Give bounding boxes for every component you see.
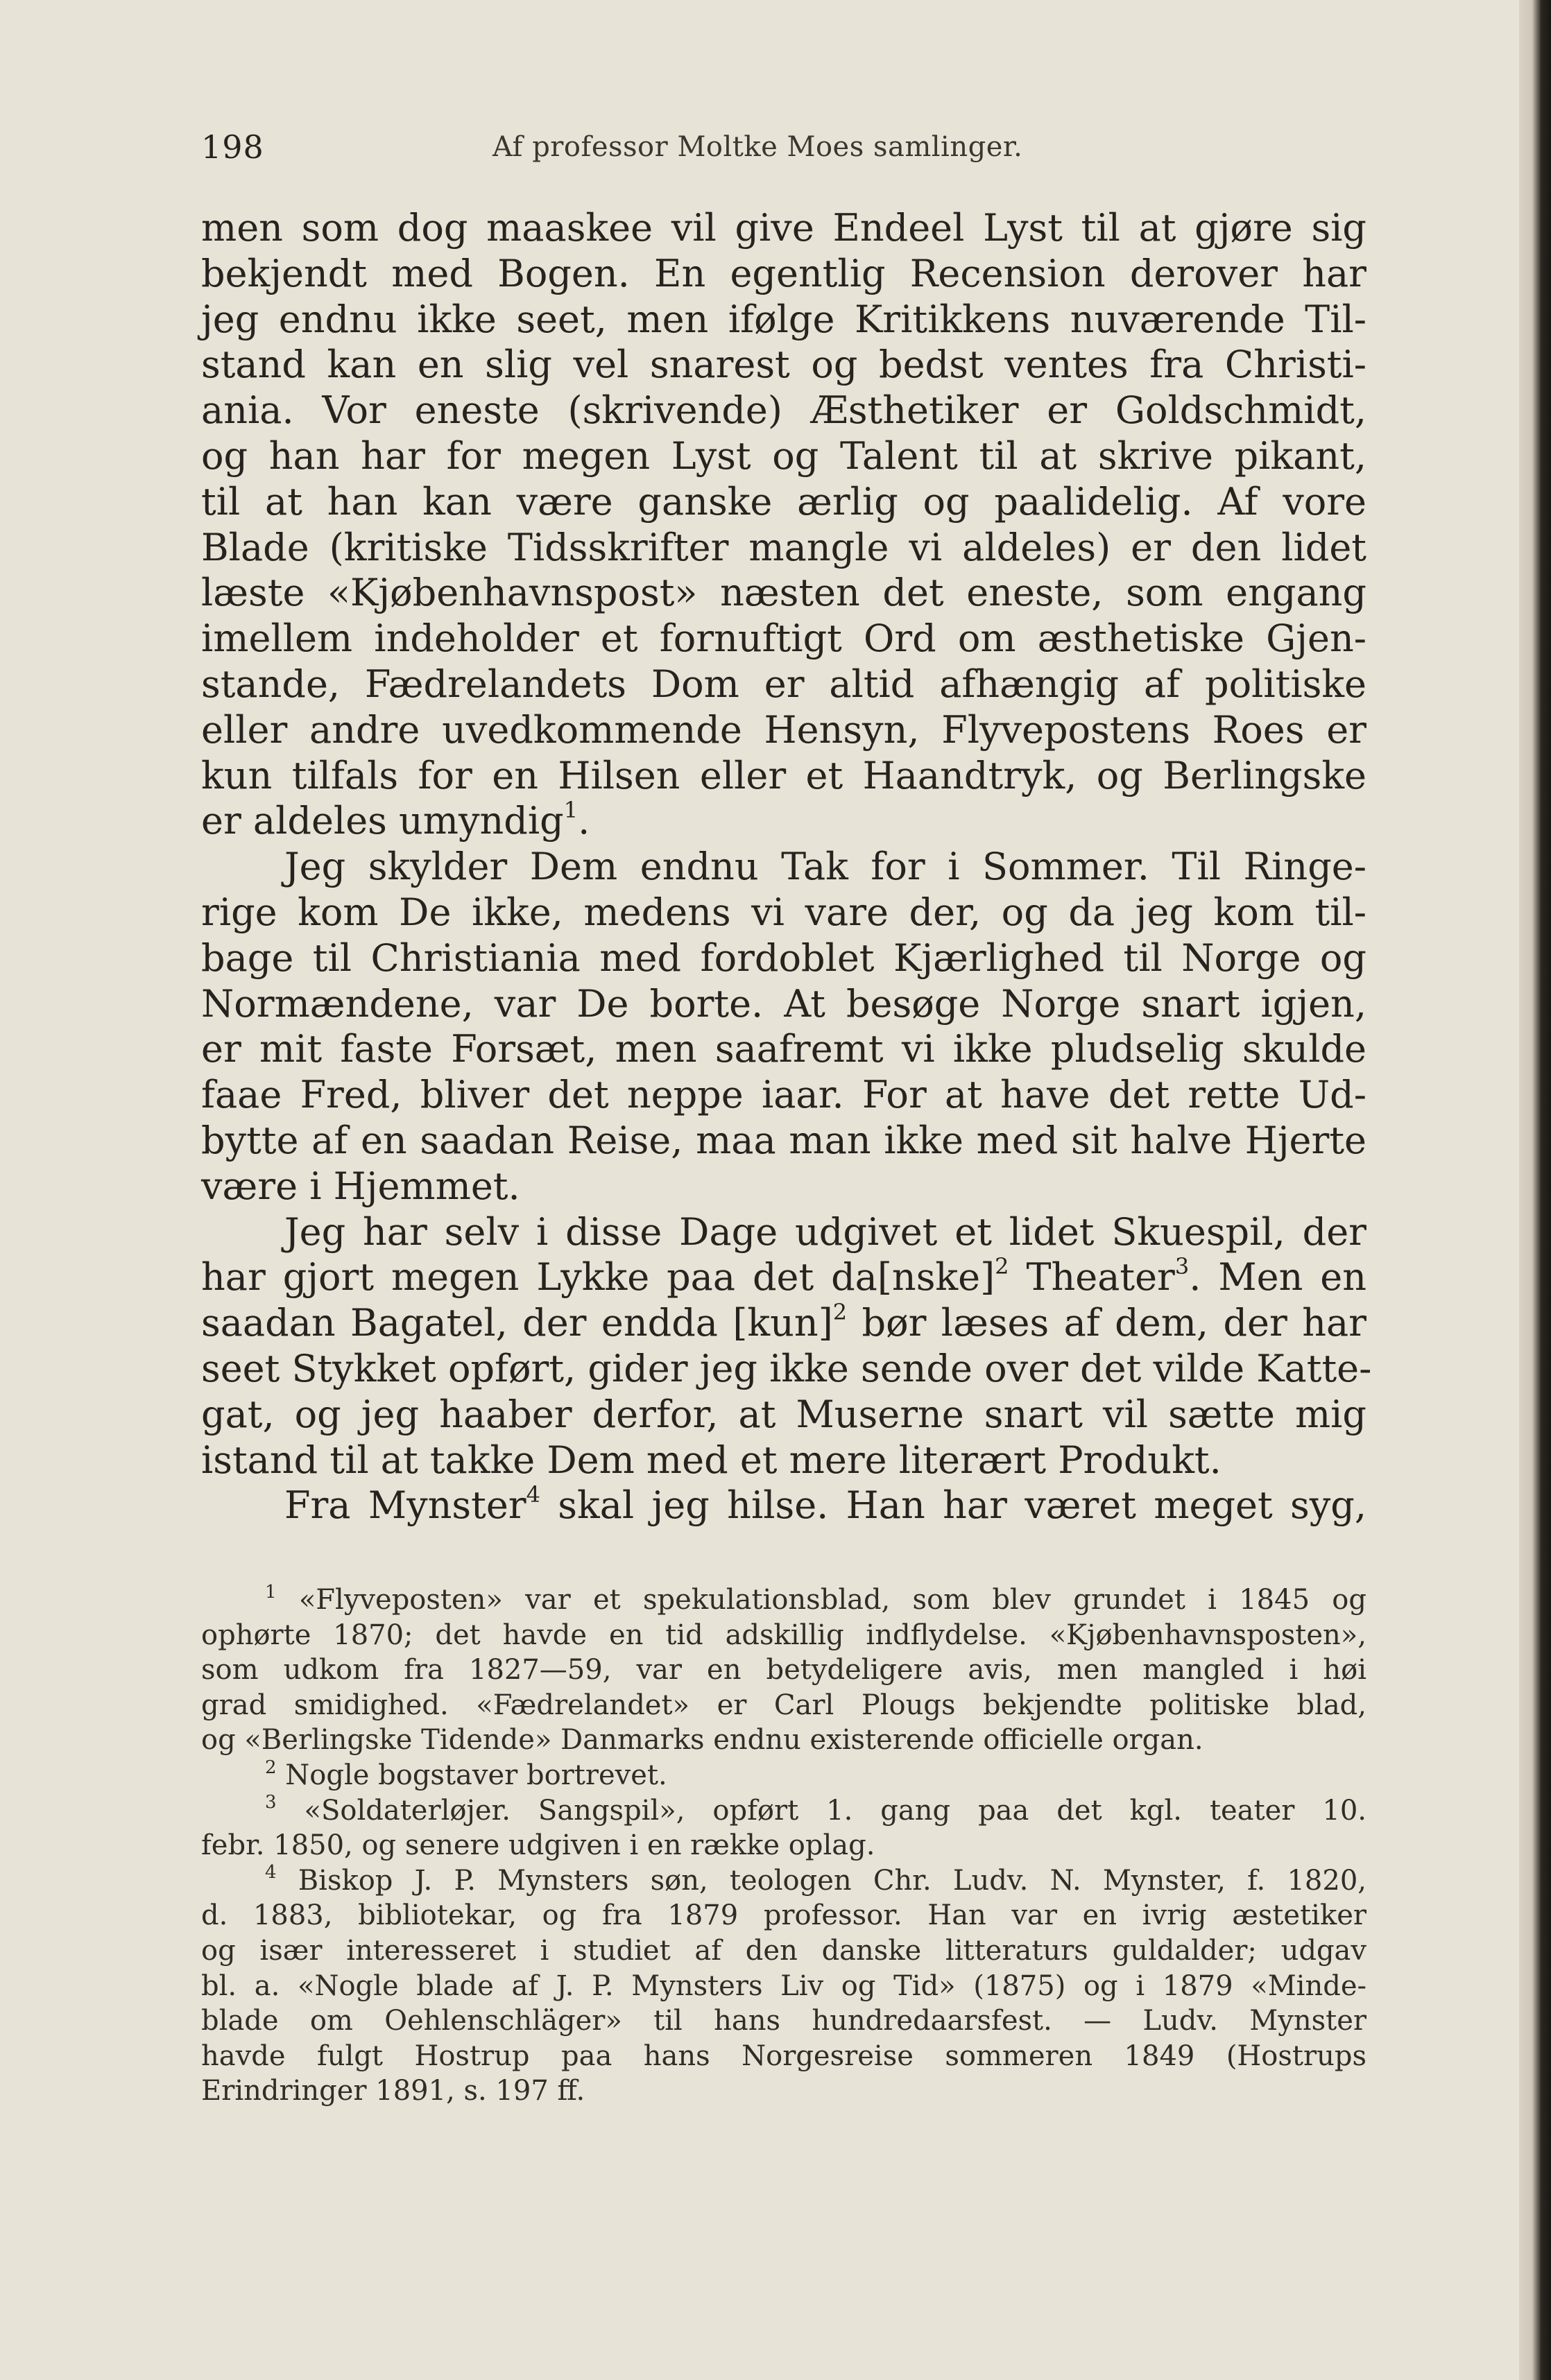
running-title: Af professor Moltke Moes samlinger.: [492, 131, 1023, 163]
text-line: Normændene, var De borte. At besøge Norge snart igjen,: [201, 981, 1366, 1026]
text-line: bage til Christiania med fordoblet Kjærlighed til Norge og: [201, 935, 1366, 980]
body-text: [201, 205, 1372, 1528]
text-line: Blade (kritiske Tidsskrifter mangle vi aldeles) er den lidet: [201, 525, 1366, 569]
text-line: imellem indeholder et fornuftigt Ord om æsthetiske Gjen-: [201, 616, 1366, 661]
footnote-text: «Flyveposten» var et spekulationsblad, som blev grundet i 1845 og: [276, 1584, 1366, 1616]
text-line: stande, Fædrelandets Dom er altid afhængig af politiske: [201, 662, 1366, 706]
footnote-ref-2: 2: [995, 1253, 1009, 1280]
text-span: saadan Bagatel, der endda [kun]: [201, 1301, 833, 1345]
footnotes: [201, 1583, 1366, 2109]
footnote-line: ophørte 1870; det havde en tid adskillig indflydelse. «Kjøbenhavnsposten»,: [201, 1619, 1366, 1651]
footnote-number: 1: [265, 1581, 277, 1603]
text-line: bytte af en saadan Reise, maa man ikke med sit halve Hjerte: [201, 1118, 1366, 1162]
text-line: [201, 798, 1366, 844]
text-span: er aldeles umyndig: [201, 799, 564, 843]
text-line: Jeg har selv i disse Dage udgivet et lidet Skuespil, der: [284, 1209, 1366, 1254]
footnote-line: og især interesseret i studiet af den danske litteraturs guldalder; udgav: [201, 1934, 1366, 1967]
text-line: rige kom De ikke, medens vi vare der, og da jeg kom til-: [201, 890, 1366, 934]
footnote-number: 4: [265, 1862, 277, 1883]
text-line: stand kan en slig vel snarest og bedst ventes fra Christi-: [201, 343, 1366, 387]
text-line: kun tilfals for en Hilsen eller et Haandtryk, og Berlingske: [201, 753, 1366, 797]
text-line: være i Hjemmet.: [201, 1164, 520, 1208]
text-line: [201, 1300, 1366, 1346]
text-line: Jeg skylder Dem endnu Tak for i Sommer. Til Ringe-: [284, 845, 1366, 889]
footnote-text: Nogle bogstaver bortrevet.: [276, 1759, 667, 1791]
footnote-line: og «Berlingske Tidende» Danmarks endnu existerende officielle organ.: [201, 1724, 1203, 1757]
text-line: og han har for megen Lyst og Talent til at skrive pikant,: [201, 433, 1366, 478]
text-line: [201, 1254, 1366, 1300]
text-line: eller andre uvedkommende Hensyn, Flyvepostens Roes er: [201, 707, 1366, 752]
footnote-number: 3: [265, 1792, 277, 1813]
footnote-line: bl. a. «Nogle blade af J. P. Mynsters Liv og Tid» (1875) og i 1879 «Minde-: [201, 1969, 1366, 2002]
text-line: seet Stykket opført, gider jeg ikke sende over det vilde Katte-: [201, 1346, 1372, 1390]
text-span: . Men en: [1189, 1255, 1366, 1300]
text-line: istand til at takke Dem med et mere literært Produkt.: [201, 1438, 1222, 1482]
text-line: men som dog maaskee vil give Endeel Lyst til at gjøre sig: [201, 206, 1366, 250]
footnote-line: d. 1883, bibliotekar, og fra 1879 professor. Han var en ivrig æstetiker: [201, 1899, 1366, 1932]
footnote-line: som udkom fra 1827—59, var en betydeligere avis, men mangled i høi: [201, 1654, 1366, 1687]
footnote-line: blade om Oehlenschläger» til hans hundredaarsfest. — Ludv. Mynster: [201, 2005, 1366, 2037]
text-span: skal jeg hilse. Han har været meget syg,: [540, 1483, 1367, 1528]
text-span: har gjort megen Lykke paa det da[nske]: [201, 1255, 995, 1300]
text-line: ania. Vor eneste (skrivende) Æsthetiker er Goldschmidt,: [201, 388, 1366, 433]
footnote-ref-4: 4: [526, 1481, 540, 1508]
footnote-ref-1: 1: [563, 797, 579, 824]
text-line: læste «Kjøbenhavnspost» næsten det eneste, som engang: [201, 571, 1366, 615]
text-line: faae Fred, bliver det neppe iaar. For at have det rette Ud-: [201, 1073, 1366, 1117]
footnote-2: [201, 1758, 1366, 1793]
text-span: .: [578, 799, 590, 843]
footnote-3: [201, 1793, 1366, 1829]
footnote-1: [201, 1583, 1366, 1618]
page-number: 198: [201, 128, 264, 166]
footnote-line: grad smidighed. «Fædrelandet» er Carl Plougs bekjendte politiske blad,: [201, 1689, 1366, 1721]
text-line: er mit faste Forsæt, men saafremt vi ikke pludselig skulde: [201, 1027, 1366, 1071]
page-header: [201, 128, 1373, 177]
page-edge-shadow: [1519, 0, 1551, 2380]
text-span: Theater: [1009, 1255, 1175, 1300]
footnote-line: havde fulgt Hostrup paa hans Norgesreise sommeren 1849 (Hostrups: [201, 2040, 1366, 2072]
text-line: jeg endnu ikke seet, men ifølge Kritikkens nuværende Til-: [201, 297, 1366, 341]
footnote-line: febr. 1850, og senere udgiven i en række oplag.: [201, 1829, 875, 1862]
footnote-4: [201, 1863, 1366, 1899]
text-line: bekjendt med Bogen. En egentlig Recension derover har: [201, 251, 1366, 295]
footnote-line: Erindringer 1891, s. 197 ff.: [201, 2075, 585, 2107]
text-line: til at han kan være ganske ærlig og paalidelig. Af vore: [201, 479, 1366, 524]
footnote-ref-3: 3: [1174, 1253, 1190, 1280]
text-line: gat, og jeg haaber derfor, at Muserne snart vil sætte mig: [201, 1392, 1366, 1436]
text-line: [201, 1483, 1366, 1528]
text-span: Fra Mynster: [284, 1483, 526, 1528]
footnote-number: 2: [265, 1757, 277, 1778]
text-span: bør læses af dem, der har: [847, 1301, 1366, 1345]
footnote-text: «Soldaterløjer. Sangspil», opført 1. gang paa det kgl. teater 10.: [276, 1794, 1366, 1827]
footnote-text: Biskop J. P. Mynsters søn, teologen Chr. Ludv. N. Mynster, f. 1820,: [276, 1864, 1366, 1897]
footnote-ref-2: 2: [832, 1299, 848, 1326]
